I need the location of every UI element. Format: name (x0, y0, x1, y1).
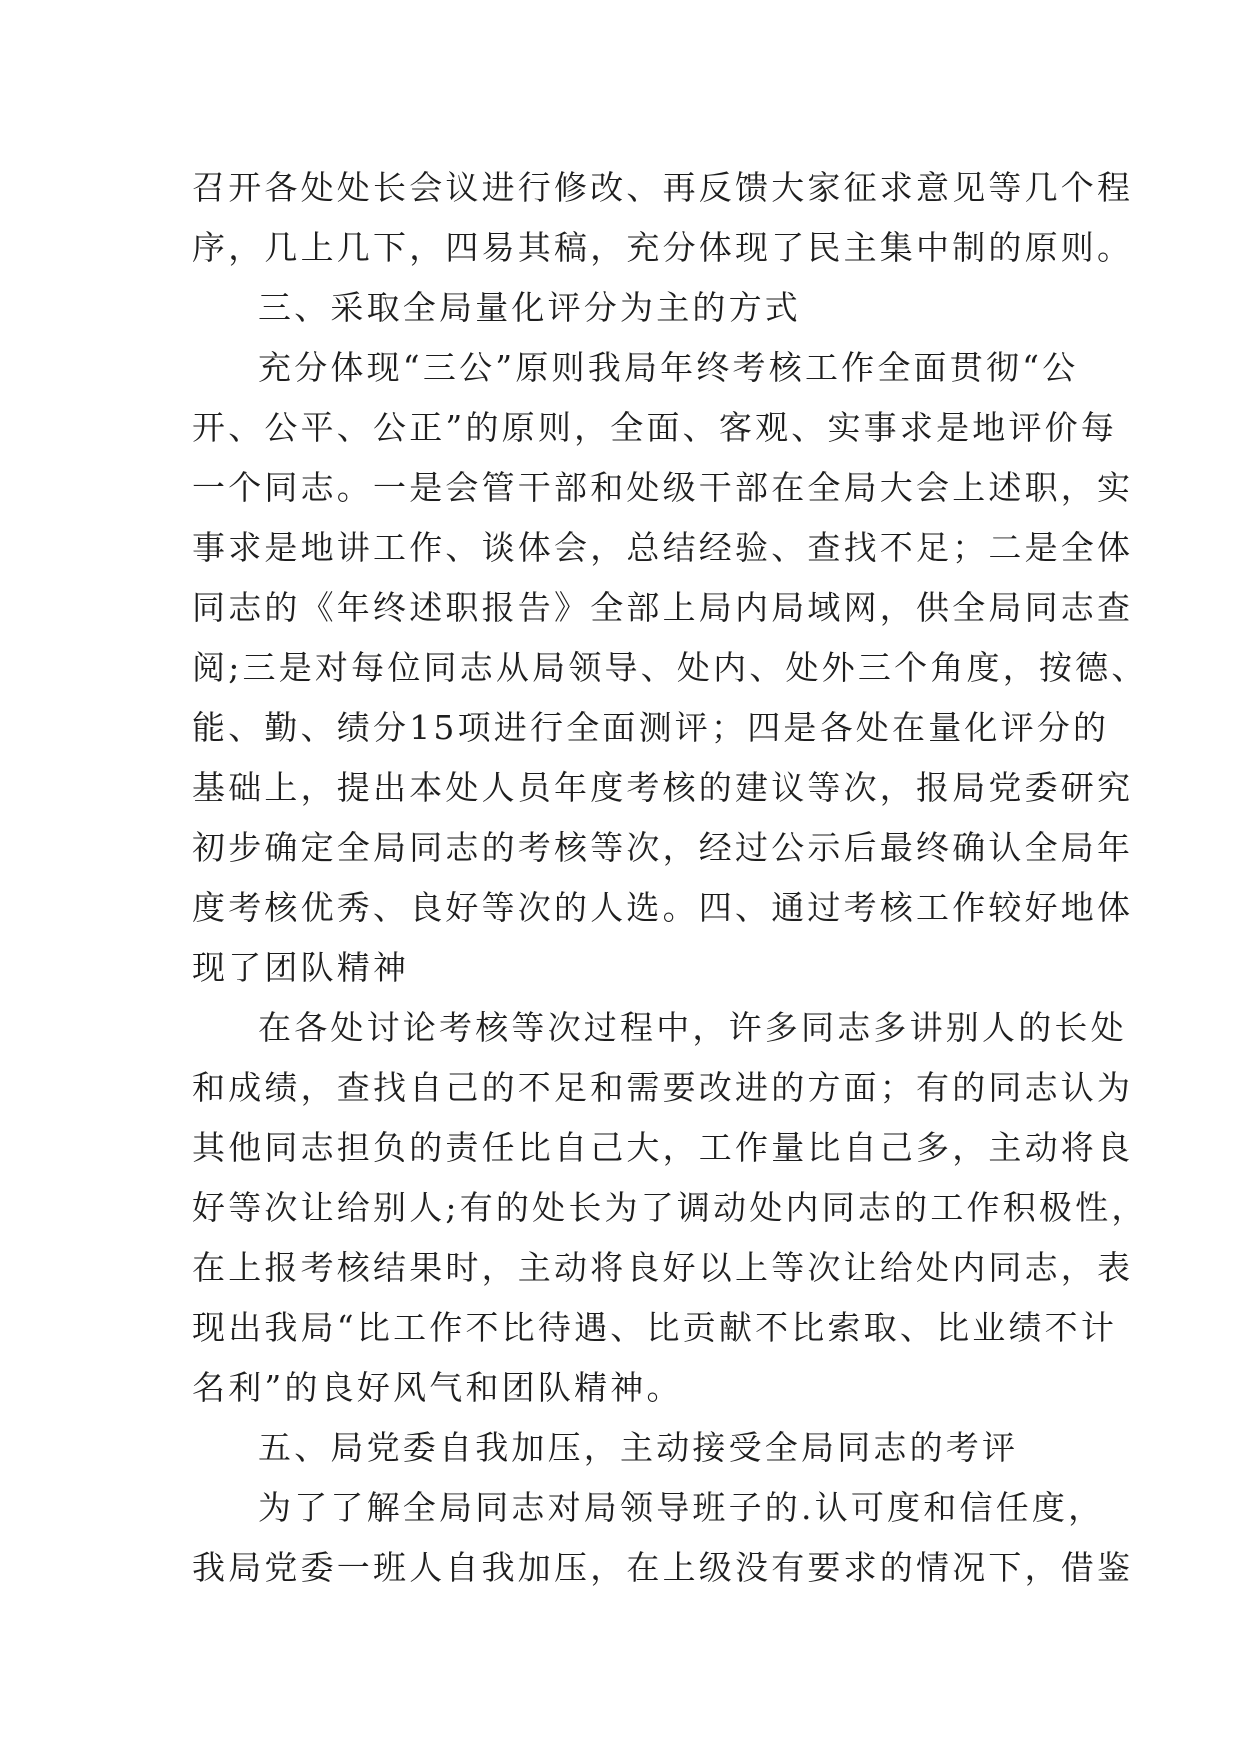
text-line: 阅;三是对每位同志从局领导、处内、处外三个角度，按德、 (192, 648, 1148, 687)
text-line: 基础上，提出本处人员年度考核的建议等次，报局党委研究 (192, 768, 1134, 807)
section-heading: 三、采取全局量化评分为主的方式 (258, 288, 801, 327)
text-line: 在各处讨论考核等次过程中，许多同志多讲别人的长处 (258, 1008, 1127, 1047)
text-line: 事求是地讲工作、谈体会，总结经验、查找不足；二是全体 (192, 528, 1134, 567)
text-line: 序，几上几下，四易其稿，充分体现了民主集中制的原则。 (192, 228, 1134, 267)
text-line: 开、公平、公正”的原则，全面、客观、实事求是地评价每 (192, 408, 1118, 447)
text-line: 现了团队精神 (192, 948, 410, 987)
text-line: 初步确定全局同志的考核等次，经过公示后最终确认全局年 (192, 828, 1134, 867)
text-line: 我局党委一班人自我加压，在上级没有要求的情况下，借鉴 (192, 1548, 1134, 1587)
text-line: 能、勤、绩分15项进行全面测评；四是各处在量化评分的 (192, 708, 1110, 747)
text-line: 为了了解全局同志对局领导班子的.认可度和信任度， (258, 1488, 1105, 1527)
text-line: 充分体现“三公”原则我局年终考核工作全面贯彻“公 (258, 348, 1079, 387)
section-heading: 五、局党委自我加压，主动接受全局同志的考评 (258, 1428, 1019, 1467)
text-line: 同志的《年终述职报告》全部上局内局域网，供全局同志查 (192, 588, 1134, 627)
text-line: 其他同志担负的责任比自己大，工作量比自己多，主动将良 (192, 1128, 1134, 1167)
text-line: 一个同志。一是会管干部和处级干部在全局大会上述职，实 (192, 468, 1134, 507)
text-line: 和成绩，查找自己的不足和需要改进的方面；有的同志认为 (192, 1068, 1134, 1107)
text-line: 好等次让给别人;有的处长为了调动处内同志的工作积极性， (192, 1188, 1148, 1227)
text-line: 度考核优秀、良好等次的人选。四、通过考核工作较好地体 (192, 888, 1134, 927)
text-line: 名利”的良好风气和团队精神。 (192, 1368, 683, 1407)
text-line: 在上报考核结果时，主动将良好以上等次让给处内同志，表 (192, 1248, 1134, 1287)
text-line: 召开各处处长会议进行修改、再反馈大家征求意见等几个程 (192, 168, 1134, 207)
text-line: 现出我局“比工作不比待遇、比贡献不比索取、比业绩不计 (192, 1308, 1118, 1347)
